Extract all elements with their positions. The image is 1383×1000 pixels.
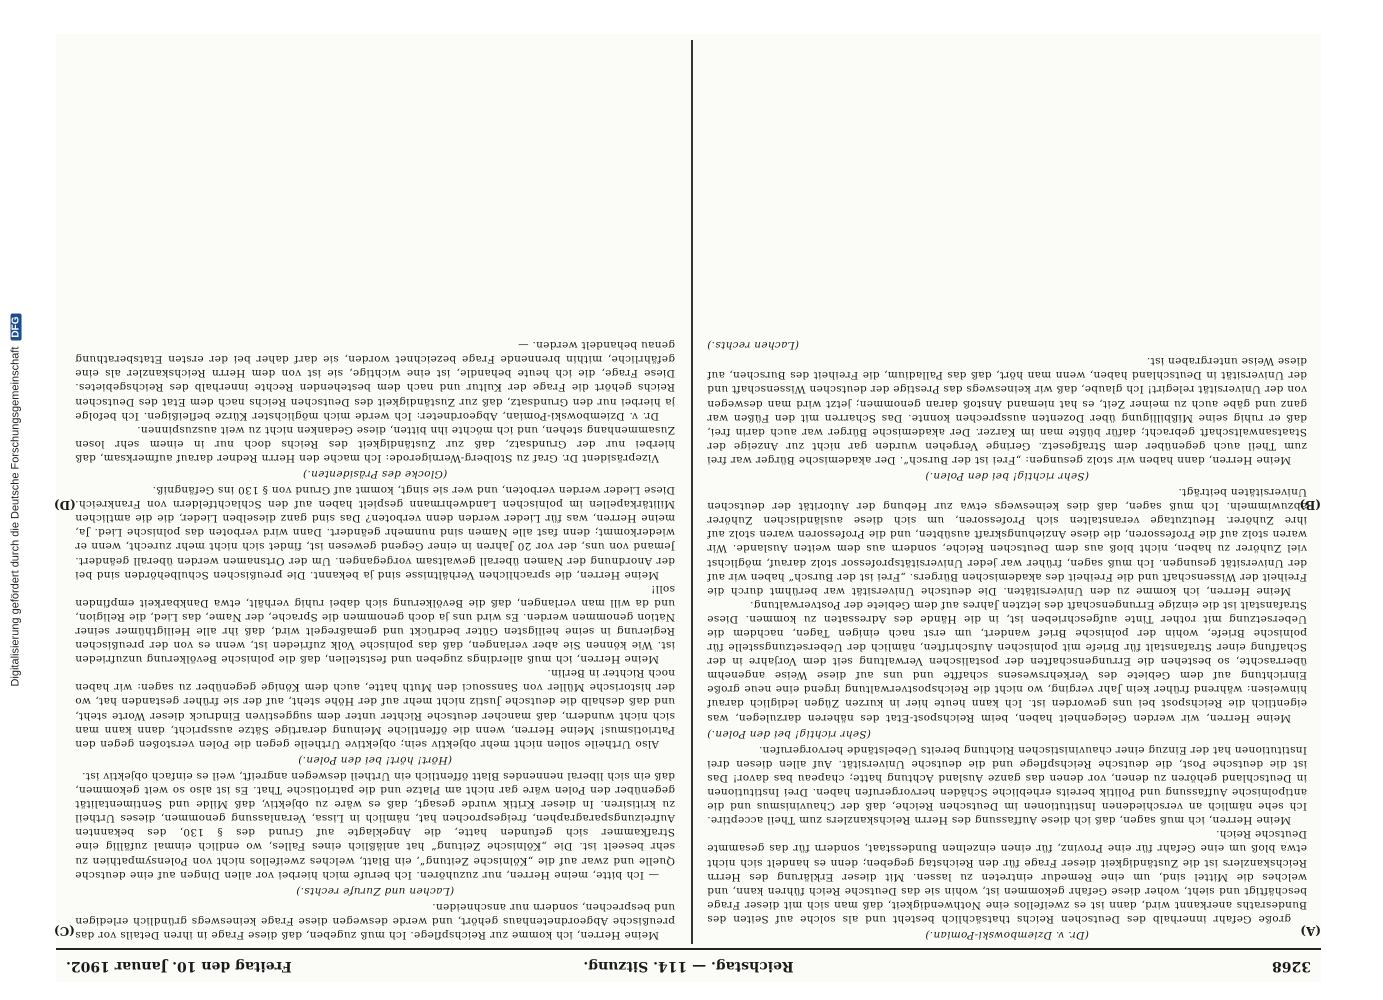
page-number: 3268 [1272,958,1311,974]
page-title: Reichstag. — 114. Sitzung. [583,958,794,974]
paragraph: Meine Herren, die sprachlichen Verhältnisse sind ja bekannt. Die preußischen Schulbehörden sind bei der Anordnung der Namen überall gewaltsam vorgegangen. Um der Ortsnamen werden überall geändert. Jemand von uns, der vor 20 Jahren in einer Gegend gewesen ist, findet sich nicht mehr zurecht, wenn er wiederkommt; denn fast alle Namen sind nunmehr geändert. Dann wird verboten das polnische Lied. Ja, meine Herren, was für Lieder werden denn verboten? Das sind ganz dieselben Lieder, die die amtlichen Militärkapellen im polnischen Landwehrmann gespielt haben auf den Schlachtfeldern von Frankreich. Diese Lieder werden verboten, und wer sie singt, kommt auf Grund von § 130 ins Gefängniß. [75,484,675,581]
dfg-logo: DFG [11,313,22,340]
paragraph: Dr. v. Dziembowski-Pomian, Abgeordneter: Ich werde mich möglichster Kürze befleißigen. Ich befolge ja hierbei nur den Grundsatz, daß zur Zuständigkeit des Deutschen Reichs nach dem Etat des Deutschen Reichs gehört die Frage der Kultur und nach dem bestehenden Rechte innerhalb des Reichsgebietes. Diese Frage, die ich heute behandle, ist eine wichtige, sie ist von dem Herrn Reichskanzler als eine gefährliche, mithin brennende Frage bezeichnet worden, sie darf daher bei der ersten Etatsberathung genau behandelt werden. — [75,339,675,422]
column-divider [691,40,693,944]
speaker-line: (Dr. v. Dziembowski-Pomian.) [925,929,1089,941]
paragraph: Also Urtheile sollen nicht mehr objektiv sein; objektive Urtheile gegen die Polen verstoßen gegen den Patriotismus! Meine Herren, wenn die öffentliche Meinung derartige Sätze ausspricht, dann kann man sich nicht wundern, daß mancher deutsche Richter unter dem suggestiven Eindruck dieser Worte steht, und daß deshalb die deutsche Justiz nicht mehr auf der Höhe steht, auf der sie früher gestanden hat, wo der historische Müller von Sanssouci den Muth hatte, auch dem Könige gegenüber zu sagen: wir haben noch Richter in Berlin. [75,667,675,750]
left-column [707,40,1307,942]
margin-marker-d: (D) [54,498,76,512]
session-date: Freitag den 10. Januar 1902. [66,958,292,974]
paragraph: Meine Herren, ich muß allerdings zugeben und feststellen, daß die polnische Bevölkerung unzufrieden ist. Wie können Sie aber verlangen, daß das polnische Volk zufrieden ist, wenn es von der preußischen Regierung in seine heiligsten Güter bedrückt und gemaßregelt wird, daß ihr alle Heiligthümer seiner Nation genommen werden. Es wird uns ja doch genommen die Sprache, der Name, das Lied, die Religion, und da will man verlangen, daß die Bevölkerung sich dabei ruhig verhält, etwa Dankbarkeit empfinden soll! [75,582,675,666]
scanned-page [56,34,1321,982]
interjection: (Sehr richtig! bei den Polen.) [925,470,1089,482]
interjection: (Lachen rechts.) [707,339,800,352]
margin-marker-c: (C) [54,924,75,938]
page-header [56,948,1321,982]
interjection: (Glocke des Präsidenten.) [302,468,448,480]
interjection: (Lachen und Zurufe rechts.) [295,884,455,897]
margin-marker-a: (A) [1300,924,1321,938]
paragraph: Meine Herren, ich muß sagen, daß ich diese Auffassung des Herrn Reichskanzlers zum Theil acceptire. Ich sehe nämlich an verschiedenen Institutionen im Deutschen Reiche, daß der Chauvinismus und die antipolnische Auffassung und Politik bereits erhebliche Schäden hervorgerufen haben. Drei Institutionen in Deutschland gehören zu denen, vor denen das ganze Ausland Achtung hatte; chapeau bas davor! Das ist die deutsche Post, die deutsche Reichspflege und die deutsche Universität. Auf allen diesen drei Institutionen hat der Einzug einer chauvinistischen Richtung bereits Uebelstände hervorgerufen. [707,743,1307,827]
margin-marker-b: (B) [1299,498,1321,512]
paragraph: Meine Herren, ich komme zur Reichspflege. Ich muß zugeben, daß diese Frage in ihren Details vor das preußische Abgeordnetenhaus gehört, und werde deswegen diese Frage keineswegs gründlich erledigen und besprechen, sondern nur anschneiden. [75,900,675,941]
paragraph: Meine Herren, dann haben wir stolz gesungen: „Frei ist der Bursch“. Der akademische Bürger war frei zum Theil auch gegenüber dem Strafgesetz. Geringe Vergehen wurden gar nicht zur Anzeige der Staatsanwaltschaft gebracht; dafür büßte man im Karzer. Der akademische Bürger war auch darin frei, daß er ruhig seine Mißbilligung über Dozenten aussprechen konnte. Das Scharren mit den Füßen war ganz und gäbe auch zu meiner Zeit, es hat niemand Anstoß daran genommen; jetzt wird man deswegen von der Universität relegirt! Ich glaube, daß wir keineswegs das Prestige der deutschen Wissenschaft und der Universität in Deutschland haben, wenn man hört, daß das Palladium, die Freiheit des Burschen, auf diese Weise untergraben ist. [707,355,1307,466]
right-column [75,40,675,942]
paragraph: Meine Herren, ich komme zu den Universitäten. Die deutsche Universität war berühmt durch die Freiheit der Wissenschaft und die Freiheit des akademischen Bürgers. „Frei ist der Bursch“ haben wir auf der Universität gesungen. Ich muß sagen, früher war jeder Universitätsprofessor stolz darauf, möglichst viel Zuhörer zu haben, nicht bloß aus dem Deutschen Reiche, sondern aus dem weiten Auslande. Wir waren stolz auf die Professoren, die diese Anziehungskraft ausübten, und die Professoren waren stolz auf ihre Zuhörer. Heutzutage veranstalten sich Professoren, um sich diese ausländischen Zuhörer abzuwimmeln. Ich muß sagen, daß dies keineswegs etwa zur Hebung der Autorität der deutschen Universitäten beiträgt. [707,486,1307,597]
interjection: (Hört! hört! bei den Polen.) [297,753,453,766]
interjection: (Sehr richtig! bei den Polen.) [707,727,871,740]
digitization-credit [2,0,30,1000]
credit-text: Digitalisierung gefördert durch die Deutsche Forschungsgemeinschaft [10,346,23,687]
paragraph: große Gefahr innerhalb des Deutschen Reichs thatsächlich besteht und als solche auf Seiten des Bundesraths anerkannt wird, dann ist es zweifellos eine Nothwendigkeit, daß man sich mit dieser Frage beschäftigt und sieht, woher diese Gefahr gekommen ist, wohin sie das Deutsche Reich führen kann, und welches die Mittel sind, um eine Remedur eintreten zu lassen. Mit dieser Erklärung des Herrn Reichskanzlers ist die Zuständigkeit dieser Frage für den Reichstag gegeben; denn es handelt sich nicht etwa bloß um eine Gefahr für eine Provinz, für einen einzelnen Bundesstaat, sondern für das gesammte Deutsche Reich. [707,828,1307,925]
paragraph: Meine Herren, wir werden Gelegenheit haben, beim Reichspost-Etat des näheren darzulegen, was eigentlich die Reichspost bei uns geworden ist. Ich kann heute hier in kurzen Zügen lediglich darauf hinweisen: während früher kein Jahr verging, wo nicht die Reichspostverwaltung irgend eine neue große Einrichtung auf dem Gebiete des Verkehrswesens schaffte und uns auf diese Weise angenehm überraschte, so bestehen die Errungenschaften der postalischen Verwaltung seit dem Vorjahre in der Schaffung einer Strafanstalt für Briefe mit polnischen Aufschriften, nämlich der Uebersetzungsstelle für polnische Briefe, wohin der polnische Brief wandert, um erst nach einigen Tagen, nachdem die Uebersetzung mit rother Tinte aufgeschrieben ist, in die Hände des Adressaten zu kommen. Diese Strafanstalt ist die einzige Errungenschaft des letzten Jahres auf dem Gebiete der Postverwaltung. [707,598,1307,724]
paragraph: Vizepräsident Dr. Graf zu Stolberg-Wernigerode: Ich mache den Herrn Redner darauf aufmerksam, daß hierbei nur der Grundsatz, daß zur Zuständigkeit des Reichs doch nur in einem sehr losen Zusammenhang stehen, und ich möchte ihn bitten, diese Gedanken nicht zu weit auszuspinnen. [75,423,675,464]
paragraph: — Ich bitte, meine Herren, nur zuzuhören. Ich berufe mich hierbei vor allen Dingen auf eine deutsche Quelle und zwar auf die „Kölnische Zeitung“, ein Blatt, welches zweifellos nicht von Polensympathien zu sehr beseelt ist. Die „Kölnische Zeitung“ hat anläßlich eines Falles, wo endlich einmal zufällig eine Strafkammer sich gefunden hatte, die Angeklagte auf Grund des § 130, des bekannten Aufreizungsparagraphen, freigesprochen hat, nämlich in Lissa, Veranlassung genommen, dieses Urtheil zu kritisiren. In dieser Kritik wurde gesagt, daß es wäre zu objektiv, daß Milde und Sentimentalität gegenüber den Polen wäre gar nicht am Platze und die patriotische That. Es ist also so weit gekommen, daß ein sich liberal nennendes Blatt öffentlich ein Urtheil deswegen angreift, weil es einfach objektiv ist. [75,769,675,881]
